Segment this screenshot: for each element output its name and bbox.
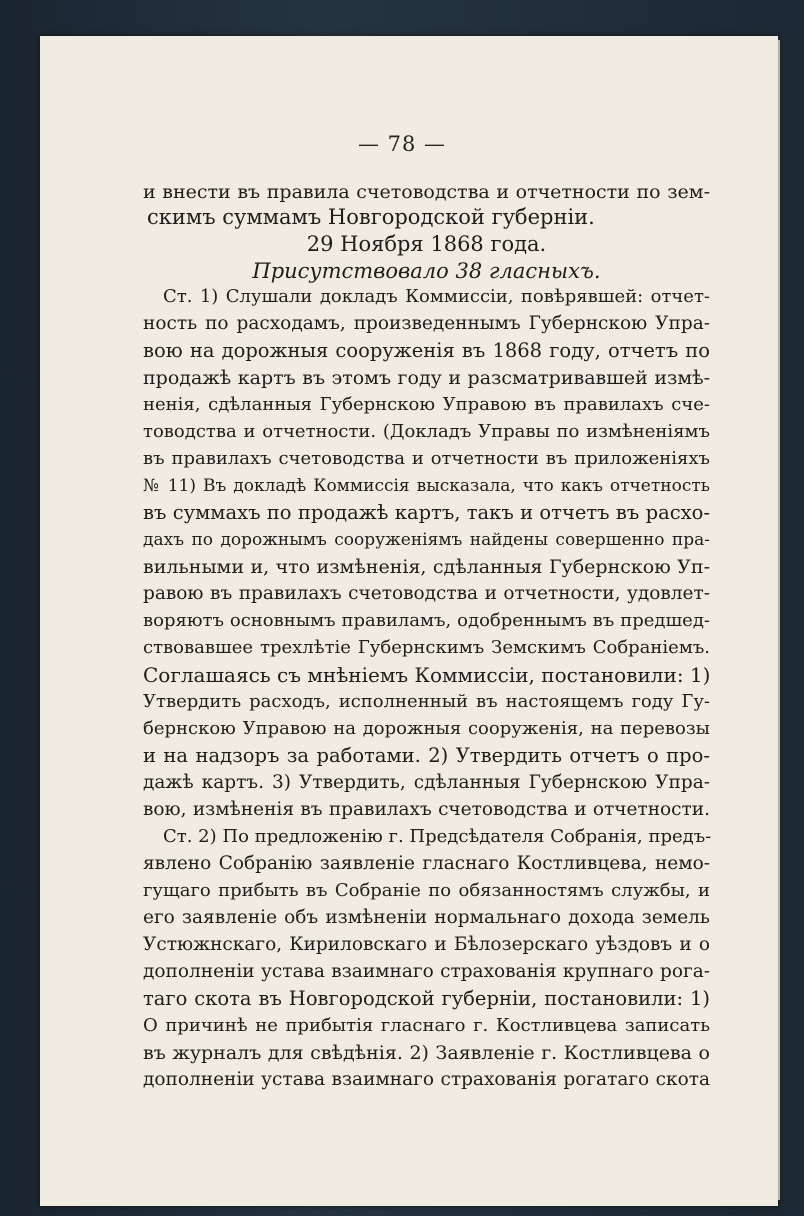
text-line: дополненіи устава взаимнаго страхованія рогатаго скота — [143, 1069, 710, 1090]
text-line: таго скота въ Новгородской губерніи, постановили: 1) — [143, 987, 710, 1010]
text-line: въ суммахъ по продажѣ картъ, такъ и отчетъ въ расхо- — [143, 501, 710, 524]
text-line: гущаго прибыть въ Собраніе по обязанностямъ службы, и — [143, 880, 710, 901]
text-line: ненія, сдѣланныя Губернскою Управою въ правилахъ сче- — [143, 394, 710, 415]
text-line: ность по расходамъ, произведеннымъ Губернскою Упра- — [143, 313, 710, 334]
text-line: явлено Собранію заявленіе гласнаго Костливцева, немо- — [143, 853, 710, 874]
text-line: дажѣ картъ. 3) Утвердить, сдѣланныя Губернскою Упра- — [143, 772, 710, 793]
text-line: № 11) Въ докладѣ Коммиссія высказала, что какъ отчетность — [143, 476, 710, 496]
text-line: продажѣ картъ въ этомъ году и разсматривавшей измѣ- — [143, 367, 710, 389]
text-line: равою въ правилахъ счетоводства и отчетности, удовлет- — [143, 583, 710, 604]
text-line: вильными и, что измѣненія, сдѣланныя Губернскою Уп- — [143, 556, 710, 578]
date-heading: 29 Ноября 1868 года. — [306, 232, 547, 256]
text-line: дополненіи устава взаимнаго страхованія крупнаго рога- — [143, 961, 710, 982]
attendance-heading: Присутствовало 38 гласныхъ. — [252, 259, 601, 283]
text-line: дахъ по дорожнымъ сооруженіямъ найдены совершенно пра- — [143, 530, 710, 550]
text-line: Ст. 2) По предложенію г. Предсѣдателя Собранія, предъ- — [163, 826, 712, 847]
text-line: Ст. 1) Слушали докладъ Коммиссіи, повѣрявшей: отчет- — [163, 286, 710, 307]
text-line: вою, измѣненія въ правилахъ счетоводства и отчетности. — [143, 799, 710, 820]
text-line: въ правилахъ счетоводства и отчетности въ приложеніяхъ — [143, 448, 710, 469]
text-line: бернскою Управою на дорожныя сооруженія, на перевозы — [143, 718, 710, 739]
text-line: его заявленіе объ измѣненіи нормальнаго дохода земель — [143, 907, 710, 928]
text-line: и на надзоръ за работами. 2) Утвердить отчетъ о про- — [143, 744, 710, 767]
text-line: ствовавшее трехлѣтіе Губернскимъ Земскимъ Собраніемъ. — [143, 637, 710, 658]
page-number: — 78 — — [357, 132, 447, 156]
text-line: вою на дорожныя сооруженія въ 1868 году, отчетъ по — [143, 339, 710, 362]
text-line: воряютъ основнымъ правиламъ, одобреннымъ въ предшед- — [143, 610, 710, 631]
text-line: О причинѣ не прибытія гласнаго г. Костливцева записать — [143, 1015, 710, 1036]
text-line: Устюжнскаго, Кириловскаго и Бѣлозерскаго уѣздовъ и о — [143, 934, 710, 955]
text-line: скимъ суммамъ Новгородской губерніи. — [147, 205, 595, 229]
text-line: въ журналъ для свѣдѣнія. 2) Заявленіе г. Костливцева о — [143, 1042, 710, 1064]
text-line: Утвердить расходъ, исполненный въ настоящемъ году Гу- — [143, 691, 710, 712]
text-line: товодства и отчетности. (Докладъ Управы по измѣненіямъ — [143, 421, 710, 442]
text-line: и внести въ правила счетоводства и отчетности по зем- — [143, 181, 710, 203]
text-line: Соглашаясь съ мнѣніемъ Коммиссіи, постановили: 1) — [143, 663, 711, 687]
